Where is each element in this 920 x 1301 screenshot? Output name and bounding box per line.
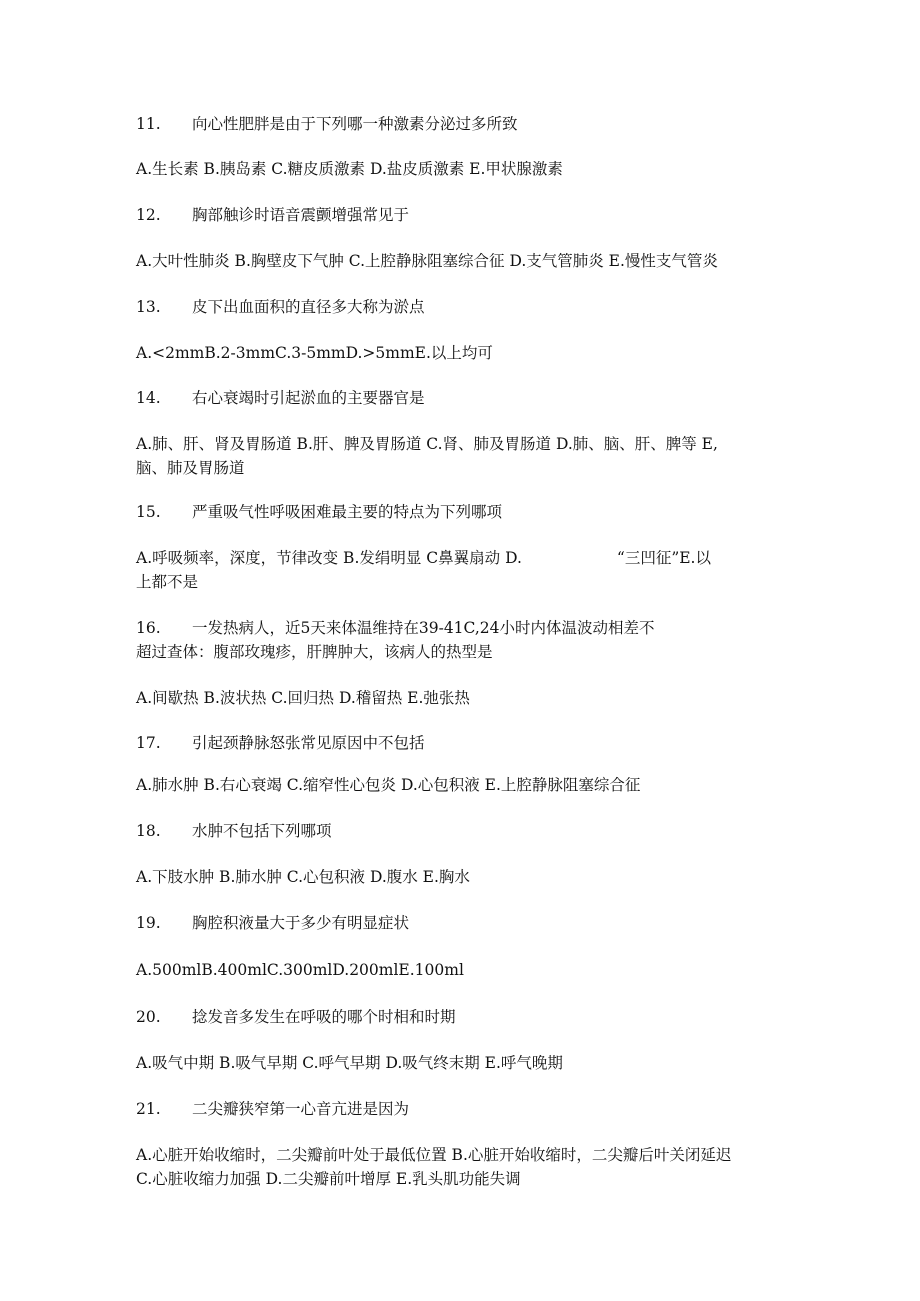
- question-16-continued: [136, 640, 493, 664]
- option-line: [136, 546, 796, 570]
- question-number: 14.: [136, 389, 161, 407]
- option-line: A.<2mmB.2-3mmC.3-5mmD.>5mmE.以上均可: [136, 344, 493, 362]
- option-line: A.下肢水肿 B.肺水肿 C.心包积液 D.腹水 E.胸水: [136, 868, 470, 886]
- question-number: 18.: [136, 822, 161, 840]
- question-text: 二尖瓣狭窄第一心音亢进是因为: [192, 1100, 410, 1118]
- question-number: 19.: [136, 914, 161, 932]
- question-18: [136, 819, 332, 843]
- question-text: 皮下出血面积的直径多大称为淤点: [192, 298, 425, 316]
- option-line: 脑、肺及胃肠道: [136, 459, 245, 477]
- option-line: A.吸气中期 B.吸气早期 C.呼气早期 D.吸气终末期 E.呼气晚期: [136, 1054, 563, 1072]
- question-number: 21.: [136, 1100, 161, 1118]
- options-18: [136, 865, 796, 889]
- question-number: 20.: [136, 1008, 161, 1026]
- option-line: A.生长素 B.胰岛素 C.糖皮质激素 D.盐皮质激素 E.甲状腺激素: [136, 160, 563, 178]
- option-line: A.肺水肿 B.右心衰竭 C.缩窄性心包炎 D.心包积液 E.上腔静脉阻塞综合征: [136, 776, 641, 794]
- option-line: A.大叶性肺炎 B.胸壁皮下气肿 C.上腔静脉阻塞综合征 D.支气管肺炎 E.慢性支气管炎: [136, 252, 718, 270]
- question-number: 13.: [136, 298, 161, 316]
- question-number: 12.: [136, 206, 161, 224]
- question-number: 15.: [136, 503, 161, 521]
- question-11: [136, 112, 518, 136]
- options-21: [136, 1143, 796, 1191]
- question-19: [136, 911, 409, 935]
- option-line: A.心脏开始收缩时，二尖瓣前叶处于最低位置 B.心脏开始收缩时，二尖瓣后叶关闭延迟: [136, 1146, 732, 1164]
- question-12: [136, 203, 409, 227]
- options-17: [136, 773, 796, 797]
- options-11: [136, 157, 796, 181]
- option-segment: “三凹征”E.以: [616, 549, 711, 567]
- options-13: [136, 341, 796, 365]
- question-text: 右心衰竭时引起淤血的主要器官是: [192, 389, 425, 407]
- question-text: 胸腔积液量大于多少有明显症状: [192, 914, 410, 932]
- question-21: [136, 1097, 409, 1121]
- question-13: [136, 295, 425, 319]
- option-line: A.间歇热 B.波状热 C.回归热 D.稽留热 E.弛张热: [136, 689, 470, 707]
- question-text: 胸部触诊时语音震颤增强常见于: [192, 206, 410, 224]
- question-14: [136, 386, 425, 410]
- question-text: 一发热病人，近5天来体温维持在39-41C,24小时内体温波动相差不: [192, 619, 655, 637]
- options-15: [136, 546, 796, 594]
- option-line: 上都不是: [136, 573, 199, 591]
- option-line: A.500mlB.400mlC.300mlD.200mlE.100ml: [136, 961, 464, 979]
- question-17: [136, 731, 425, 755]
- question-15: [136, 500, 502, 524]
- question-number: 11.: [136, 115, 161, 133]
- option-segment: A.呼吸频率，深度，节律改变 B.发绢明显 C鼻翼扇动 D.: [136, 549, 522, 567]
- question-text: 水肿不包括下列哪项: [192, 822, 332, 840]
- question-16: [136, 616, 655, 640]
- question-text: 捻发音多发生在呼吸的哪个时相和时期: [192, 1008, 456, 1026]
- options-19: [136, 958, 796, 982]
- option-line: C.心脏收缩力加强 D.二尖瓣前叶增厚 E.乳头肌功能失调: [136, 1170, 521, 1188]
- question-number: 17.: [136, 734, 161, 752]
- question-text: 严重吸气性呼吸困难最主要的特点为下列哪项: [192, 503, 503, 521]
- question-text: 向心性肥胖是由于下列哪一种激素分泌过多所致: [192, 115, 518, 133]
- options-12: [136, 249, 796, 273]
- options-14: [136, 432, 796, 480]
- question-number: 16.: [136, 619, 161, 637]
- question-text: 超过查体：腹部玫瑰疹，肝脾肿大，该病人的热型是: [136, 643, 493, 661]
- options-20: [136, 1051, 796, 1075]
- question-text: 引起颈静脉怒张常见原因中不包括: [192, 734, 425, 752]
- option-line: A.肺、肝、肾及胃肠道 B.肝、脾及胃肠道 C.肾、肺及胃肠道 D.肺、脑、肝、脾等 E,: [136, 435, 718, 453]
- question-20: [136, 1005, 456, 1029]
- options-16: [136, 686, 796, 710]
